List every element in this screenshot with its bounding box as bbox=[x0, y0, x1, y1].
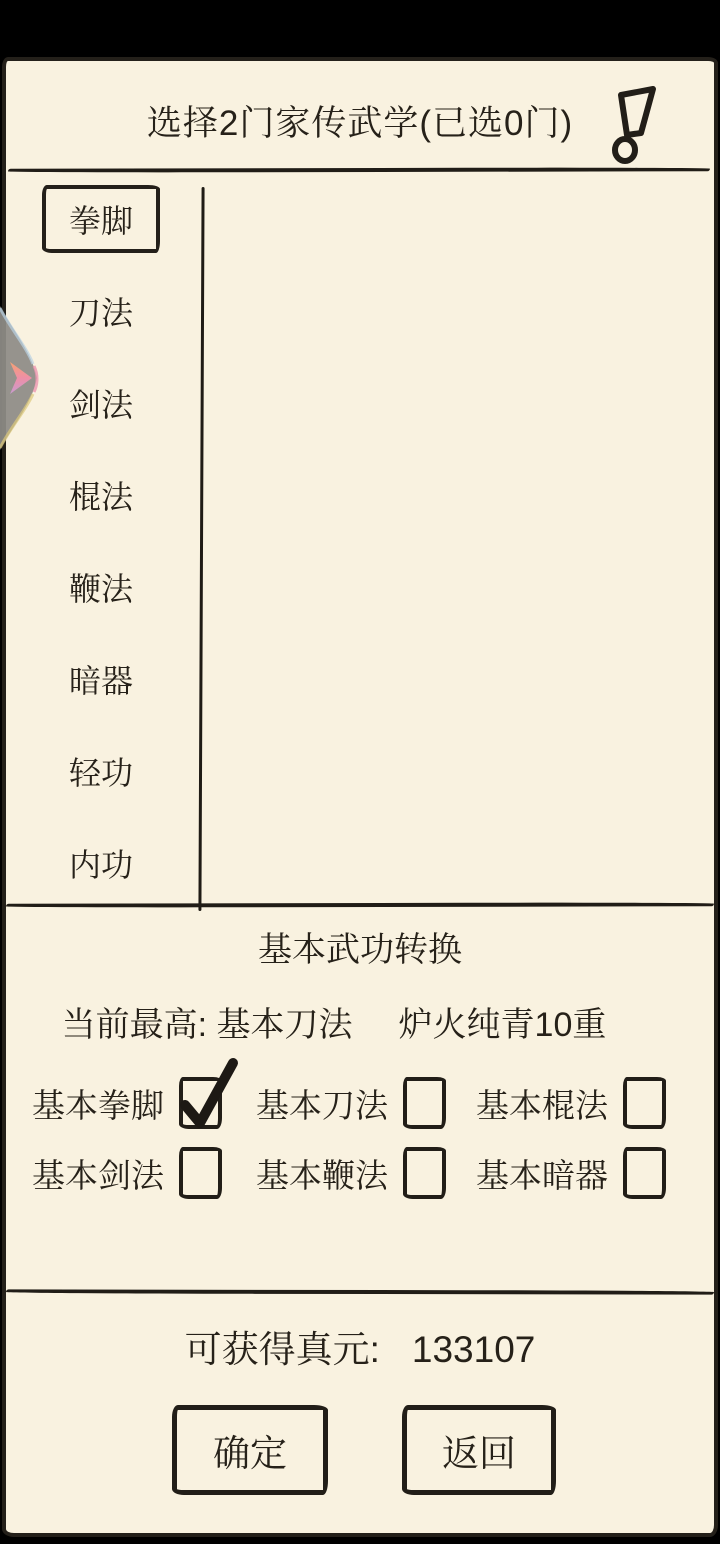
checkmark-icon bbox=[175, 1057, 239, 1135]
checkbox-option-1[interactable] bbox=[403, 1077, 446, 1129]
option-label: 基本鞭法 bbox=[256, 1156, 388, 1194]
tab-label: 拳脚 bbox=[42, 185, 160, 253]
reward-row bbox=[6, 1328, 714, 1372]
divider-sidebar-bottom bbox=[6, 902, 714, 907]
option-label: 基本刀法 bbox=[256, 1086, 388, 1124]
checkbox-option-3[interactable] bbox=[179, 1147, 222, 1199]
tab-label: 轻功 bbox=[68, 755, 133, 791]
option-group-0 bbox=[32, 1071, 222, 1135]
option-group-4 bbox=[256, 1141, 446, 1205]
category-tabs bbox=[26, 173, 176, 909]
reward-value: 133107 bbox=[411, 1329, 536, 1370]
tab-label: 刀法 bbox=[68, 295, 133, 331]
conversion-title: 基本武功转换 bbox=[258, 931, 462, 969]
divider-title bbox=[8, 167, 710, 172]
checkbox-option-2[interactable] bbox=[623, 1077, 666, 1129]
option-label: 基本棍法 bbox=[476, 1086, 608, 1124]
tab-label: 鞭法 bbox=[68, 571, 133, 607]
back-button[interactable]: 返回 bbox=[402, 1405, 556, 1495]
tab-item-3[interactable] bbox=[26, 449, 176, 541]
tab-item-1[interactable] bbox=[26, 265, 176, 357]
divider-vertical bbox=[198, 187, 204, 911]
current-highest-level: 炉火纯青10重 bbox=[398, 1006, 607, 1044]
checkbox-option-4[interactable] bbox=[403, 1147, 446, 1199]
option-label: 基本暗器 bbox=[476, 1156, 608, 1194]
tab-label: 内功 bbox=[68, 847, 133, 883]
reward-label: 可获得真元: bbox=[184, 1329, 380, 1370]
checkbox-option-0[interactable] bbox=[179, 1077, 222, 1129]
option-label: 基本剑法 bbox=[32, 1156, 164, 1194]
option-group-3 bbox=[32, 1141, 222, 1205]
option-group-5 bbox=[476, 1141, 666, 1205]
drawer-handle[interactable] bbox=[0, 306, 42, 450]
tab-item-0[interactable] bbox=[26, 173, 176, 265]
divider-footer bbox=[6, 1289, 714, 1294]
tab-item-5[interactable] bbox=[26, 633, 176, 725]
page-title: 选择2门家传武学(已选0门) bbox=[146, 104, 574, 143]
current-highest-label: 当前最高: 基本刀法 bbox=[61, 1006, 353, 1044]
main-dialog bbox=[2, 57, 718, 1537]
tab-item-4[interactable] bbox=[26, 541, 176, 633]
tab-label: 棍法 bbox=[68, 479, 133, 515]
tab-item-6[interactable] bbox=[26, 725, 176, 817]
tab-label: 剑法 bbox=[68, 387, 133, 423]
tab-label: 暗器 bbox=[68, 663, 133, 699]
option-group-2 bbox=[476, 1071, 666, 1135]
option-group-1 bbox=[256, 1071, 446, 1135]
checkbox-option-5[interactable] bbox=[623, 1147, 666, 1199]
conversion-row-2 bbox=[6, 1141, 714, 1205]
exclamation-icon[interactable] bbox=[608, 86, 664, 169]
confirm-button[interactable]: 确定 bbox=[172, 1405, 328, 1495]
conversion-row-1 bbox=[6, 1071, 714, 1135]
option-label: 基本拳脚 bbox=[32, 1086, 164, 1124]
tab-item-7[interactable] bbox=[26, 817, 176, 909]
current-highest-row bbox=[0, 1004, 688, 1046]
tab-item-2[interactable] bbox=[26, 357, 176, 449]
